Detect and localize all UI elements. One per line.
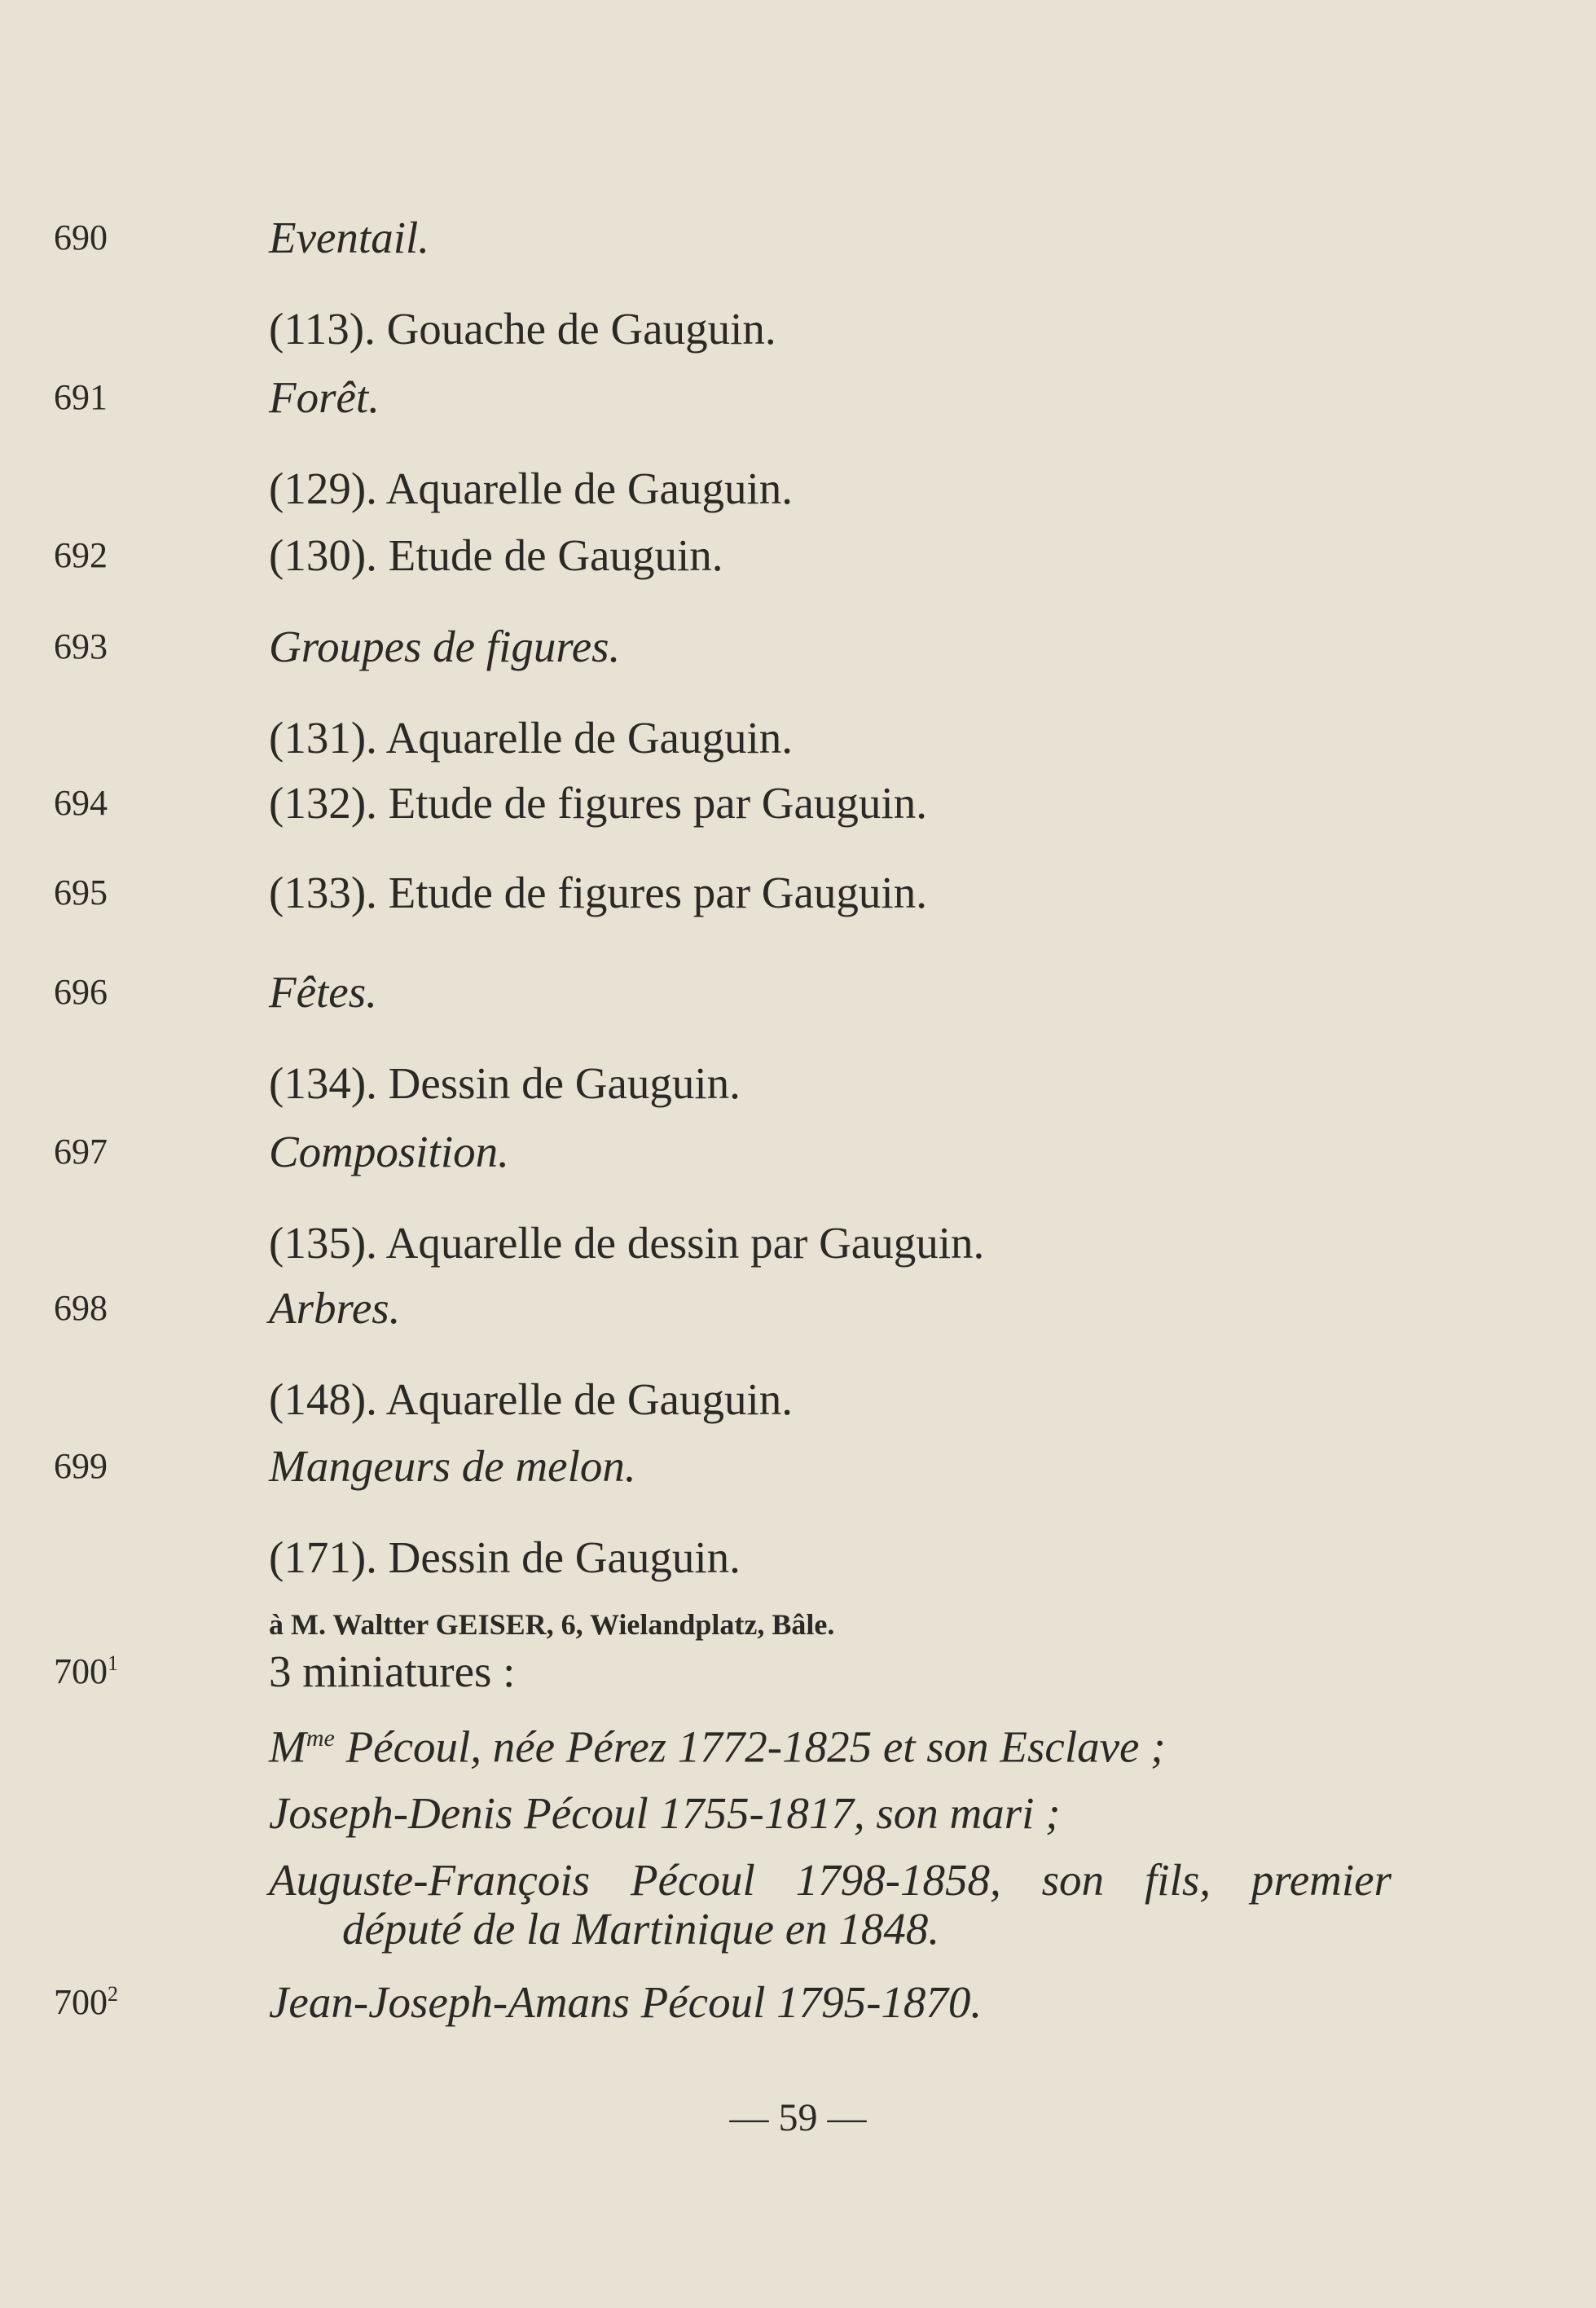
entry-title: Mangeurs de melon. bbox=[269, 1441, 636, 1491]
page-number: — 59 — bbox=[729, 2096, 867, 2139]
entry-title: Jean-Joseph-Amans Pécoul 1795-1870. bbox=[269, 1977, 983, 2027]
entry-title: Arbres. bbox=[269, 1283, 401, 1333]
entry-description: (130). Etude de Gauguin. bbox=[269, 530, 723, 580]
entry-title: Groupes de figures. bbox=[269, 622, 621, 671]
entry-number: 698 bbox=[54, 1288, 108, 1328]
miniature-line: Auguste-François Pécoul 1798-1858, son fils, premier bbox=[269, 1855, 1392, 1906]
entry-description: (132). Etude de figures par Gauguin. bbox=[269, 778, 927, 828]
entry-description: (113). Gouache de Gauguin. bbox=[269, 304, 776, 354]
entry-description: (133). Etude de figures par Gauguin. bbox=[269, 868, 927, 917]
entry-number: 695 bbox=[54, 873, 108, 912]
entry-description: (129). Aquarelle de Gauguin. bbox=[269, 464, 794, 513]
entry-number: 693 bbox=[54, 626, 108, 666]
entry-description: (148). Aquarelle de Gauguin. bbox=[269, 1374, 794, 1424]
entry-number: 694 bbox=[54, 783, 108, 823]
entry-intro: 3 miniatures : bbox=[269, 1646, 516, 1696]
entry-number: $700^2$ bbox=[54, 1982, 118, 2022]
owner-note: à M. Waltter GEISER, 6, Wielandplatz, Bâle. bbox=[269, 1608, 835, 1641]
entry-number: 696 bbox=[54, 972, 108, 1012]
entry-title: Forêt. bbox=[269, 372, 380, 422]
entry-number: 691 bbox=[54, 377, 108, 417]
entry-number: $700^1$ bbox=[54, 1651, 118, 1691]
entry-title: Fêtes. bbox=[269, 967, 377, 1017]
entry-description: (171). Dessin de Gauguin. bbox=[269, 1532, 741, 1582]
entry-description: (134). Dessin de Gauguin. bbox=[269, 1058, 741, 1108]
entry-title: Eventail. bbox=[269, 213, 430, 262]
miniature-line-continued: député de la Martinique en 1848. bbox=[342, 1904, 940, 1954]
entry-number: 690 bbox=[54, 218, 108, 257]
entry-title: Composition. bbox=[269, 1127, 509, 1176]
entry-number: 699 bbox=[54, 1446, 108, 1486]
entry-number: 692 bbox=[54, 535, 108, 575]
miniature-line: Joseph-Denis Pécoul 1755-1817, son mari ; bbox=[269, 1788, 1061, 1839]
entry-description: (131). Aquarelle de Gauguin. bbox=[269, 713, 794, 763]
entry-description: (135). Aquarelle de dessin par Gauguin. bbox=[269, 1218, 985, 1268]
entry-number: 697 bbox=[54, 1132, 108, 1172]
miniature-line: $M^{me}$ Pécoul, née Pérez 1772-1825 et son Esclave ; bbox=[269, 1721, 1166, 1772]
